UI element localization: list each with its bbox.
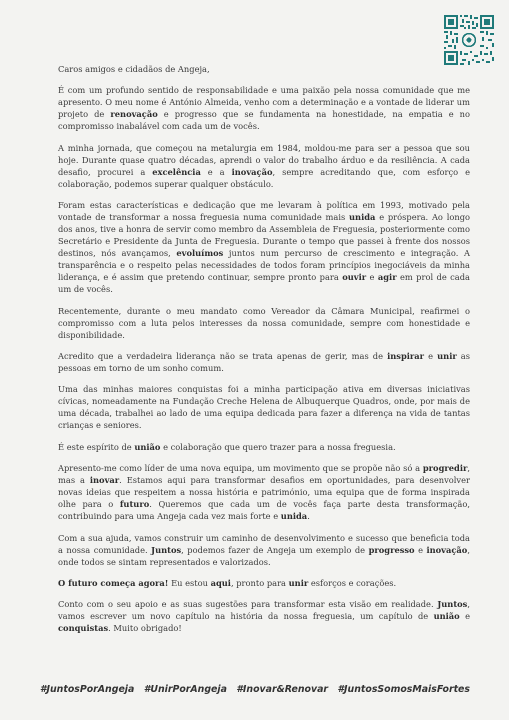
- emphasis-text: evoluímos: [176, 248, 224, 259]
- greeting: Caros amigos e cidadãos de Angeja,: [58, 64, 210, 74]
- emphasis-text: inspirar: [387, 350, 425, 361]
- emphasis-text: inovação: [426, 544, 468, 555]
- paragraph: Acredito que a verdadeira liderança não se trata apenas de gerir, mas de inspirar e unir as pessoas em torno de um sonho comum.: [58, 350, 471, 373]
- letter-body: [58, 63, 470, 644]
- emphasis-text: conquistas: [58, 623, 109, 634]
- emphasis-text: unir: [437, 350, 457, 361]
- emphasis-text: unida: [280, 511, 308, 522]
- hashtag-row: [40, 684, 470, 695]
- emphasis-text: agir: [377, 272, 397, 283]
- emphasis-text: ouvir: [342, 272, 367, 283]
- emphasis-text: inovação: [231, 166, 273, 177]
- emphasis-text: inovar: [89, 475, 120, 486]
- closing-paragraph: Conto com o seu apoio e as suas sugestões para transformar esta visão em realidade. Juntos, vamos escrever um novo capítulo na história da nossa freguesia, um capítulo de união e conquistas. Muito obrigado!: [58, 599, 470, 634]
- emphasis-text: progresso: [368, 544, 415, 555]
- paragraph: Foram estas características e dedicação que me levaram à política em 1993, motivado pela vontade de transformar a nossa freguesia numa comunidade mais unida e próspera. Ao longo dos anos, tive a honra de servir como membro da Assembleia de Freguesia, posteriormente como Secretário e Presidente da Junta de Freguesia. Durante o tempo que passei à frente dos nossos destinos, nós avançamos, evoluímos juntos num percurso de crescimento e integração. A transparência e o respeito pelas necessidades de todos foram princípios inegociáveis da minha liderança, e é assim que pretendo continuar, sempre pronto para ouvir e agir em prol de cada um de vocês.: [58, 200, 470, 295]
- paragraph: O futuro começa agora! Eu estou aqui, pronto para unir esforços e corações.: [58, 577, 397, 588]
- emphasis-text: unir: [288, 577, 309, 588]
- paragraph: É este espírito de união e colaboração que quero trazer para a nossa freguesia.: [58, 441, 396, 452]
- paragraph: Apresento-me como líder de uma nova equipa, um movimento que se propõe não só a progredir, mas a inovar. Estamos aqui para transformar desafios em oportunidades, para desenvolver novas ideias que respeitem a nossa história e património, uma equipa que de forma inspirada olhe para o futuro. Queremos que cada um de vocês faça parte desta transformação, contribuindo para uma Angeja cada vez mais forte e unida.: [58, 463, 470, 522]
- emphasis-text: aqui: [210, 577, 231, 588]
- emphasis-text: união: [134, 441, 161, 452]
- emphasis-text: O futuro começa agora!: [58, 577, 169, 588]
- emphasis-text: renovação: [110, 109, 158, 120]
- paragraph: Recentemente, durante o meu mandato como Vereador da Câmara Municipal, reafirmei o compromisso com a luta pelos interesses da nossa comunidade, sempre com honestidade e disponibilidade.: [58, 305, 470, 340]
- hashtag[interactable]: #Inovar&Renovar: [236, 684, 329, 695]
- hashtag[interactable]: #JuntosSomosMaisFortes: [337, 684, 470, 695]
- qr-code-icon[interactable]: [444, 15, 494, 65]
- emphasis-text: união: [433, 611, 460, 622]
- hashtag[interactable]: #UnirPorAngeja: [143, 684, 227, 695]
- emphasis-text: Juntos: [151, 544, 182, 555]
- emphasis-text: unida: [349, 212, 376, 223]
- emphasis-text: progredir: [422, 463, 468, 474]
- paragraph: Com a sua ajuda, vamos construir um caminho de desenvolvimento e sucesso que beneficia toda a nossa comunidade. Juntos, podemos fazer de Angeja um exemplo de progresso e inovação, onde todos se sintam representados e valorizados.: [58, 532, 470, 567]
- emphasis-text: excelência: [152, 166, 201, 177]
- paragraph: Uma das minhas maiores conquistas foi a minha participação ativa em diversas iniciativas cívicas, nomeadamente na Fundação Creche Helena de Albuquerque Quadros, onde, por mais de uma década, trabalhei ao lado de uma equipa dedicada para fazer a diferença na vida de tantas crianças e seniores.: [58, 384, 470, 431]
- paragraph: É com um profundo sentido de responsabilidade e uma paixão pela nossa comunidade que me apresento. O meu nome é António Almeida, venho com a determinação e a vontade de liderar um projeto de renovação e progresso que se fundamenta na honestidade, na empatia e no compromisso inabalável com cada um de vocês.: [58, 85, 470, 132]
- emphasis-text: Juntos: [437, 599, 468, 610]
- emphasis-text: futuro: [119, 499, 150, 510]
- paragraph: A minha jornada, que começou na metalurgia em 1984, moldou-me para ser a pessoa que sou hoje. Durante quase quatro décadas, aprendi o valor do trabalho árduo e da resiliência. A cada desafio, procurei a excelência e a inovação, sempre acreditando que, com esforço e colaboração, podemos superar qualquer obstáculo.: [58, 142, 470, 189]
- hashtag[interactable]: #JuntosPorAngeja: [40, 684, 135, 695]
